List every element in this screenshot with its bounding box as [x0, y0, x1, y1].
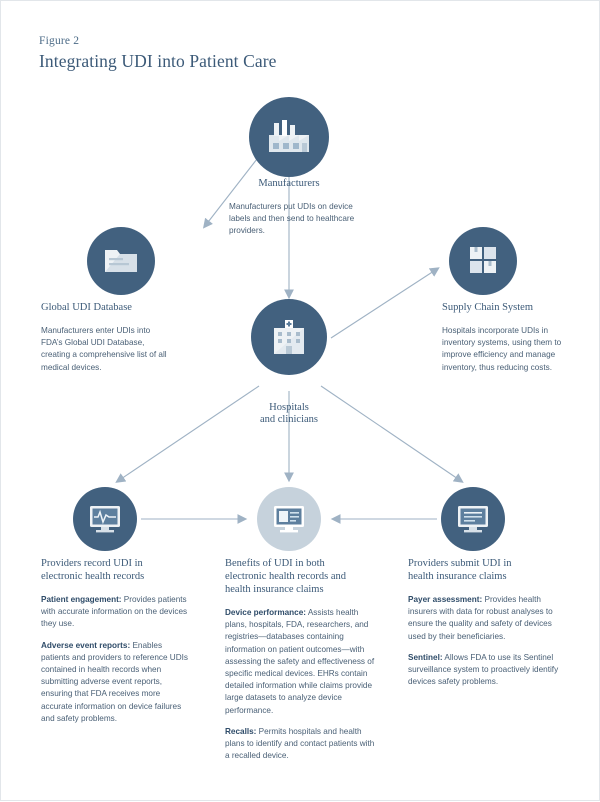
monitor-claim-icon [456, 504, 490, 534]
arrow-hospitals-to-supplychain [331, 269, 437, 338]
ehr-paragraph [41, 640, 191, 725]
benefits-paragraph-text: Assists health plans, hospitals, FDA, researchers, and registries—databases containing information on patient outcomes—with assessing the safety and effectiveness of specific medical devices. EHRs contain detailed information while claims provide large datasets to analyze device performance. [225, 608, 375, 715]
node-benefits-label-line2: electronic health records and [225, 571, 346, 582]
node-hospitals-label-line1: Hospitals [269, 402, 309, 413]
node-manufacturers-circle [249, 97, 329, 177]
node-supply-chain-text: Hospitals incorporate UDIs in inventory systems, using them to improve efficiency and manage inventory, thus reducing costs. [442, 326, 562, 372]
node-ehr-label-line1: Providers record UDI in [41, 558, 143, 569]
node-global-udi-database-circle [87, 227, 155, 295]
ehr-paragraph [41, 594, 191, 631]
ehr-paragraph-lead: Patient engagement: [41, 595, 122, 604]
node-benefits-label-line1: Benefits of UDI in both [225, 558, 325, 569]
node-manufacturers-label: Manufacturers [258, 178, 320, 189]
node-global-udi-database-text: Manufacturers enter UDIs into FDA’s Global UDI Database, creating a comprehensive list of all medical devices. [41, 326, 167, 372]
node-hospitals-circle [251, 299, 327, 375]
ehr-paragraph-text: Enables patients and providers to reference UDIs contained in health records when submitting adverse event reports, ensuring that FDA receives more accurate information on device failures and safety problems. [41, 640, 188, 723]
node-benefits-label-line3: health insurance claims [225, 584, 324, 595]
claims-paragraph-text: Provides health insurers with data for robust analyses to ensure the quality and safety of devices used by their beneficiaries. [408, 595, 553, 641]
node-ehr-label-line2: electronic health records [41, 571, 145, 582]
benefits-paragraph [225, 726, 377, 763]
ehr-paragraph-text: Provides patients with accurate information on the devices they use. [41, 595, 188, 629]
node-ehr-circle [73, 487, 137, 551]
node-global-udi-database-label: Global UDI Database [41, 302, 132, 313]
ehr-paragraph-lead: Adverse event reports: [41, 640, 131, 650]
node-claims-label-line1: Providers submit UDI in [408, 558, 512, 569]
monitor-heartbeat-icon [88, 504, 122, 534]
figure-label: Figure 2 [39, 35, 80, 47]
node-manufacturers-text: Manufacturers put UDIs on device labels and then send to healthcare providers. [229, 202, 355, 236]
node-supply-chain-label: Supply Chain System [442, 302, 534, 313]
node-ehr-body [41, 594, 191, 725]
monitor-document-icon [272, 504, 306, 534]
database-folder-icon [103, 246, 139, 276]
node-benefits-circle [257, 487, 321, 551]
claims-paragraph-lead: Sentinel: [408, 652, 443, 662]
benefits-paragraph-text: Permits hospitals and health plans to identify and contact patients with a recalled device. [225, 726, 375, 761]
boxes-icon [466, 245, 500, 277]
node-supply-chain-circle [449, 227, 517, 295]
page-title: Integrating UDI into Patient Care [39, 51, 277, 71]
node-claims-circle [441, 487, 505, 551]
claims-paragraph [408, 594, 560, 643]
benefits-paragraph-lead: Device performance: [225, 608, 306, 617]
benefits-paragraph-lead: Recalls: [225, 726, 257, 736]
claims-paragraph [408, 652, 560, 689]
hospital-building-icon [269, 318, 309, 356]
benefits-paragraph [225, 607, 377, 717]
factory-icon [266, 119, 312, 155]
node-claims-label-line2: health insurance claims [408, 571, 507, 582]
node-claims-body [408, 594, 560, 688]
node-hospitals-label-line2: and clinicians [259, 414, 319, 425]
node-benefits-body [225, 607, 377, 762]
claims-paragraph-text: Allows FDA to use its Sentinel surveillance system to proactively identify devices safety problems. [408, 652, 559, 687]
claims-paragraph-lead: Payer assessment: [408, 595, 483, 604]
